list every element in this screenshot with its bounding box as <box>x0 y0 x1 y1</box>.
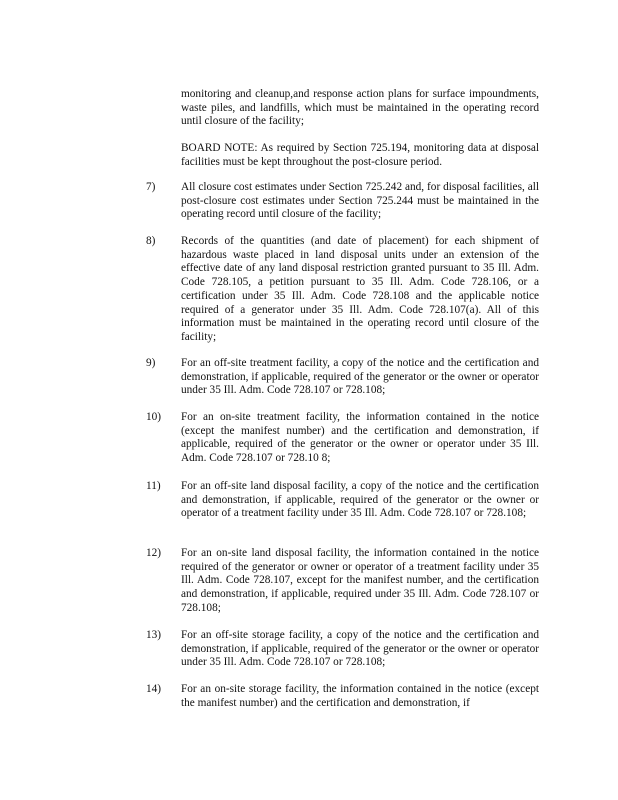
item-text: For an on-site land disposal facility, the information contained in the notice required of the generator or owner or operator of a treatment facility under 35 Ill. Adm. Code 728.107, except for the manifest number, and the certification and demonstration, if applicable, required under 35 Ill. Adm. Code 728.107 or 728.108; <box>181 547 539 614</box>
item-text: All closure cost estimates under Section 725.242 and, for disposal facilities, all post-closure cost estimates under Section 725.244 must be maintained in the operating record until closure of the facility; <box>181 181 539 221</box>
item-number: 8) <box>146 235 156 247</box>
item-number: 9) <box>146 357 156 369</box>
continuation-paragraph: monitoring and cleanup,and response action plans for surface impoundments, waste piles, and landfills, which must be maintained in the operating record until closure of the facility; <box>181 88 539 128</box>
item-text: For an off-site treatment facility, a copy of the notice and the certification and demonstration, if applicable, required of the generator or the owner or operator under 35 Ill. Adm. Code 728.107 or 728.108; <box>181 357 539 397</box>
board-note: BOARD NOTE: As required by Section 725.194, monitoring data at disposal facilities must be kept throughout the post-closure period. <box>181 142 539 168</box>
item-text: For an off-site storage facility, a copy of the notice and the certification and demonstration, if applicable, required of the generator or the owner or operator under 35 Ill. Adm. Code 728.107 or 728.108; <box>181 629 539 669</box>
item-text: For an off-site land disposal facility, a copy of the notice and the certification and demonstration, if applicable, required of the generator or the owner or operator of a treatment facility under 35 Ill. Adm. Code 728.107 or 728.108; <box>181 480 539 520</box>
item-number: 13) <box>146 629 162 641</box>
item-text: For an on-site storage facility, the information contained in the notice (except the manifest number) and the certification and demonstration, if <box>181 683 539 709</box>
item-number: 10) <box>146 411 162 423</box>
item-text: For an on-site treatment facility, the information contained in the notice (except the manifest number) and the certification and demonstration, if applicable, required of the generator or the owner or operator under 35 Ill. Adm. Code 728.107 or 728.10 8; <box>181 411 539 465</box>
item-text: Records of the quantities (and date of placement) for each shipment of hazardous waste placed in land disposal units under an extension of the effective date of any land disposal restriction granted pursuant to 35 Ill. Adm. Code 728.105, a petition pursuant to 35 Ill. Adm. Code 728.106, or a certification under 35 Ill. Adm. Code 728.108 and the applicable notice required of a generator under 35 Ill. Adm. Code 728.107(a). All of this information must be maintained in the operating record until closure of the facility; <box>181 235 539 343</box>
item-number: 11) <box>146 480 161 492</box>
item-number: 14) <box>146 683 162 695</box>
item-number: 7) <box>146 181 156 193</box>
item-number: 12) <box>146 547 162 559</box>
